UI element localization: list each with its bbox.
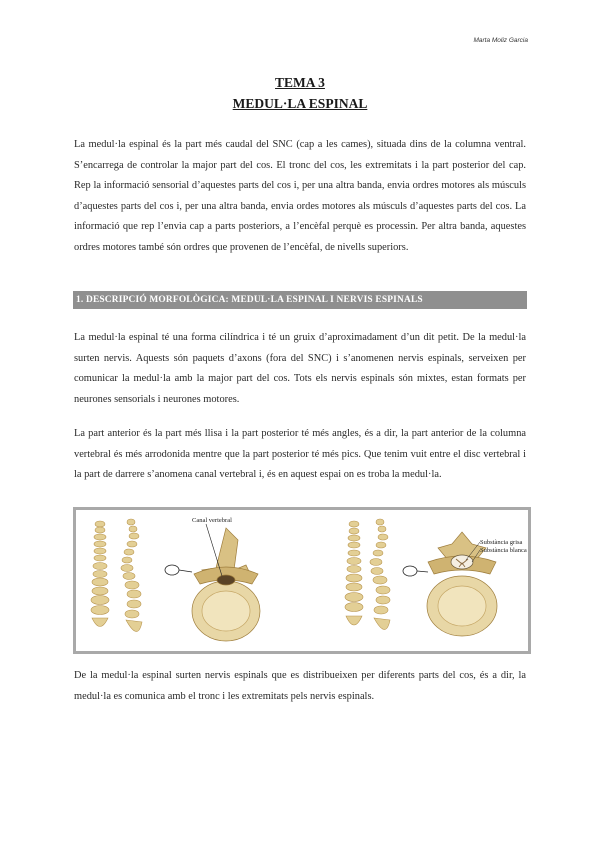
label-canal-vertebral: Canal vertebral bbox=[192, 517, 232, 524]
spine-figure bbox=[73, 507, 531, 654]
label-substancia-blanca: Substància blanca bbox=[480, 547, 527, 554]
left-vertebra bbox=[192, 528, 260, 641]
right-spine-front bbox=[345, 521, 363, 625]
morphology-paragraph: La medul·la espinal té una forma cilíndrica i té un gruix d’aproximadament d’un dit petit. De la medul·la surten nervis. Aquests són paquets d’axons (fora del SNC) i s’anomenen nervis espinals, serveixen per comunicar la medul·la amb la major part del cos. Tots els nervis espinals són mixtes, estan formats per neurones sensorials i neurones motores. bbox=[74, 332, 526, 405]
left-spine-front bbox=[91, 521, 109, 627]
spine-illustration bbox=[76, 510, 528, 651]
nerves-paragraph: De la medul·la espinal surten nervis espinals que es distribueixen per diferents parts del cos, és a dir, la medul·la es comunica amb el tronc i les extremitats pels nervis espinals. bbox=[74, 670, 526, 702]
page-subtitle: MEDUL·LA ESPINAL bbox=[232, 96, 368, 111]
anterior-paragraph: La part anterior és la part més llisa i la part posterior té més angles, és a dir, la part anterior de la columna vertebral és més arrodonida mentre que la part posterior té més pics. Que tenim vuit entre el disc vertebral i la part de darrere s’anomena canal vertebral i, és en aquest espai on es troba la medul·la. bbox=[74, 428, 526, 481]
section-heading: 1. DESCRIPCIÓ MORFOLÒGICA: MEDUL·LA ESPINAL I NERVIS ESPINALS bbox=[73, 291, 527, 309]
label-substancia-grisa: Substància grisa bbox=[480, 539, 523, 546]
right-spine-side bbox=[370, 519, 390, 630]
intro-paragraph: La medul·la espinal és la part més caudal del SNC (cap a les cames), situada dins de la columna ventral. S’encarrega de controlar la major part del cos. El tronc del cos, les extremitats i la part posterior del cap. Rep la informació sensorial d’aquestes parts del cos i, per una altra banda, envia ordres motores als músculs d’aquestes parts del cos i, per una altra banda, envia ordes motores als músculs d’aquestes parts del cos. La informació que rep l’envia cap a parts posteriors, a l’encèfal perquè es processin. Per altra banda, aquestes ordres motores també són ordres que provenen de l’encèfal, de nivells superiors. bbox=[74, 139, 526, 253]
page-title: TEMA 3 bbox=[275, 75, 325, 90]
left-spine-side bbox=[121, 519, 142, 632]
author-name: Marta Moliz Garcia bbox=[473, 37, 528, 44]
